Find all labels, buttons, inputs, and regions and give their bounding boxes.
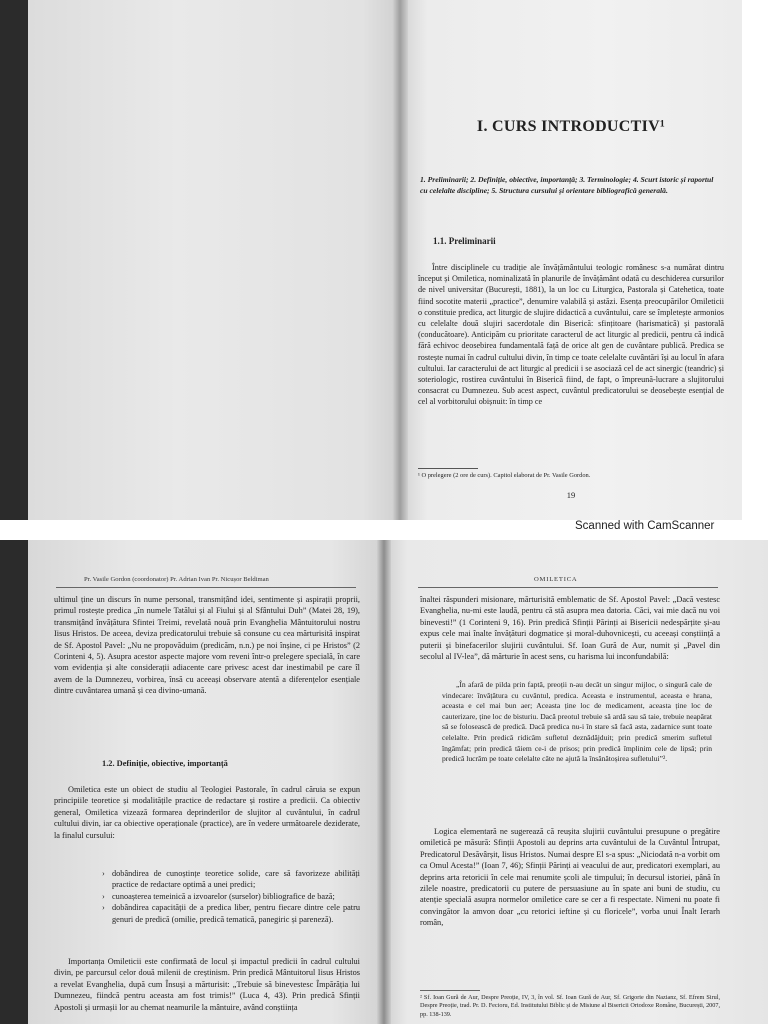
running-head: Pr. Vasile Gordon (coordonator) Pr. Adrian Ivan Pr. Nicușor Beldiman	[84, 576, 269, 583]
footnote: ² Sf. Ioan Gură de Aur, Despre Preoție, IV, 3, în vol. Sf. Ioan Gură de Aur, Sf. Grigorie din Nazianz, Sf. Efrem Sirul, Despre Preoție, trad. Pr. D. Fecioru, Ed. Institutului Biblic și de Misiune al Bisericii Ortodoxe Române, București, 2007, pp. 138-139.	[420, 994, 720, 1018]
book-gutter	[392, 0, 408, 540]
scan-bottom	[0, 540, 768, 1024]
footnote: ¹ O prelegere (2 ore de curs). Capitol elaborat de Pr. Vasile Gordon.	[418, 472, 591, 479]
definition-paragraph	[54, 784, 360, 841]
body-paragraph	[420, 594, 720, 662]
scan-dark-edge	[0, 540, 28, 1024]
importance-paragraph	[54, 956, 360, 1013]
paragraph-text: ultimul ține un discurs în nume personal, transmițând idei, sentimente și aspirații proprii, primul rostește predica „în numele Tatălui și al Fiului și al Sfântului Duh” (Matei 28, 19), transmițând învățătura Sfintei Treimi, revelată nouă prin Evanghelia Mântuitorului nostru Iisus Hristos. De aceea, deviza predicatorului trebuie să consune cu cea mărturisită inspirat de Sf. Apostol Pavel: „Nu ne propovăduim (predicăm, n.n.) pe noi înșine, ci pe Hristos” (2 Corinteni 4, 5). Asupra acestor aspecte majore vom reveni într-o prelegere specială, în care vom evidenția și alte considerații adiacente care privesc acest dar inestimabil pe care îl avem de la Dumnezeu, vorbirea, însă cu aceeași observare atentă a diferențelor esențiale dintre cuvântarea umană și cea divino-umană.	[54, 595, 360, 696]
footnote-divider	[420, 990, 480, 991]
scan-dark-edge	[0, 0, 28, 540]
scanner-watermark-bar	[0, 520, 768, 540]
list-item: › cunoașterea temeinică a izvoarelor (surselor) bibliografice de bază;	[102, 891, 360, 902]
page-number: 19	[566, 490, 576, 500]
logic-paragraph	[420, 826, 720, 929]
list-item: › dobândirea de cunoștințe teoretice solide, care să favorizeze abilități practice de redactare optimă a unei predici;	[102, 868, 360, 891]
running-head: OMILETICA	[534, 576, 578, 583]
list-item: › dobândirea capacității de a predica liber, pentru fiecare dintre cele patru genuri de predică (omilie, predică tematică, panegiric și pareneză).	[102, 902, 360, 925]
book-gutter	[377, 540, 391, 1024]
paragraph-text: Importanța Omileticii este confirmată de locul și impactul predicii în cadrul cultului divin, pe parcursul celor două milenii de creștinism. Prin predică Mântuitorul Iisus Hristos a revelat Evanghelia, după cum Însuși a mărturisit: „Trebuie să binevestesc Împărăția lui Dumnezeu, fiindcă pentru aceasta am fost trimis!” (Luca 4, 43). Prin predică Sfinții Apostoli și urmașii lor au chemat neamurile la mântuire, având conștiința	[54, 957, 360, 1012]
running-head-rule	[418, 587, 718, 588]
body-paragraph	[54, 594, 360, 697]
paragraph-text: Omiletica este un obiect de studiu al Teologiei Pastorale, în cadrul căruia se expun principiile teoretice și modalitățile practice de redactare și rostire a predicii. Ca obiectiv general, Omiletica vizează formarea deprinderilor de slujitor al cuvântului, în cadrul cultului divin, iar ca obiective operaționale (practice), are în vedere următoarele deziderate, la finalul cursului:	[54, 785, 360, 840]
chapter-abstract: 1. Preliminarii; 2. Definiție, obiective, importanță; 3. Terminologie; 4. Scurt istoric și raportul cu celelalte discipline; 5. Structura cursului și orientare bibliografică generală.	[420, 175, 714, 195]
running-head-rule	[56, 587, 356, 588]
left-page	[28, 540, 384, 1024]
right-page	[384, 540, 768, 1024]
chapter-page	[400, 0, 742, 540]
objectives-list	[102, 868, 360, 925]
chapter-title: I. CURS INTRODUCTIV¹	[476, 118, 666, 135]
paragraph-text: Logica elementară ne sugerează că reușita slujirii cuvântului presupune o pregătire omiletică pe măsură: Sfinții Apostoli au deprins arta cuvântului de la Cuvântul Întrupat, Predicatorul Desăvârșit, Iisus Hristos. Numai despre El s-a spus: „Niciodată n-a vorbit om ca Omul Acesta!” (Ioan 7, 46); Sfinții Părinți ai veacului de aur, predicatori exemplari, au deprins arta retoricii în cele mai renumite școli ale timpului; în decursul istoriei, până în zilele noastre, predicatorii cu putere de persuasiune au în spate ani buni de studiu, cu atenție specială asupra normelor omiletice care se cer a fi respectate. Nimeni nu poate fi convingător la amvon doar „cu retorici ieftine și cu floricele”, vorba unui Înalt Ierarh român,	[420, 827, 720, 928]
body-paragraph: Între disciplinele cu tradiție ale învățământului teologic românesc s-a numărat dintru început și Omiletica, nominalizată în planurile de învățământ odată cu deschiderea cursurilor de nivel universitar (București, 1881), la un loc cu Liturgica, Pastorala și Catehetica, toate fiind socotite materii „practice”, denumire valabilă și astăzi. Esența preocupărilor Omileticii o constituie predica, act liturgic de slujire didactică a cuvântului, care se împletește armonios cu celelalte două slujiri sacerdotale din Biserică: sfințitoare (harismatică) și pastorală (conducătoare). Anticipăm cu prioritate caracterul de act liturgic al predicii, pentru că indică fără echivoc deosebirea fundamentală față de orice alt gen de cuvântare publică. Predica se rostește numai în cadrul cultului divin, în timp ce toate celelalte cuvântări își au locul în afara cultului. Iar caracterului de act liturgic al predicii i se asociază cel de act sinergic (teandric) și soteriologic, rostirea cuvântului în Biserică fiind, de fapt, o împreună-lucrare a slujitorului consacrat cu Dumnezeu. Sub acest aspect, cuvântul predicatorului se deosebește esențial de cel al vorbitorului obișnuit: în timp ce	[418, 263, 724, 407]
blank-left-page	[28, 0, 400, 540]
footnote-divider	[418, 468, 478, 469]
scanner-label: Scanned with CamScanner	[575, 520, 715, 532]
block-quote: „În afară de pilda prin faptă, preoții n-au decât un singur mijloc, o singură cale de vindecare: învățătura cu cuvântul, predica. Aceasta e instrumentul, aceasta e hrana, aceasta e cel mai bun aer; Aceasta ține loc de medicament, aceasta ține loc de cauterizare, ține loc de bisturiu. Dacă preotul trebuie să ardă sau să taie, trebuie neapărat să se folosească de predică. Dacă predica nu-i în stare să facă asta, zadarnice sunt toate celelalte. Prin predică ridicăm sufletul deznădăjduit; prin predică smerim sufletul îngâmfat; prin predică tăiem ce-i de prisos; prin predică împlinim cele de lipsă; prin predică lucrăm pe toate celelalte câte ne ajută la însănătoșirea sufletului”².	[442, 680, 712, 764]
section-heading: 1.2. Definiție, obiective, importanță	[102, 759, 228, 768]
section-heading: 1.1. Preliminarii	[433, 236, 496, 246]
paragraph-text: înaltei răspunderi misionare, mărturisită emblematic de Sf. Apostol Pavel: „Dacă vestesc Evanghelia, nu-mi este laudă, pentru că stă asupra mea datoria. Căci, vai mie dacă nu voi binevesti!” (1 Corinteni 9, 16). Prin predică Sfinții Părinți ai Bisericii nedespărțite și-au expus cele mai înalte învățături dogmatice și moral-duhovnicești, cu aceeași conștiință a puterii și binefacerilor slujirii cuvântului. Sf. Ioan Gură de Aur, numit și „Pavel din secolul al IV-lea”, dă mărturie în acest sens, cu harisma lui inconfundabilă:	[420, 595, 720, 662]
